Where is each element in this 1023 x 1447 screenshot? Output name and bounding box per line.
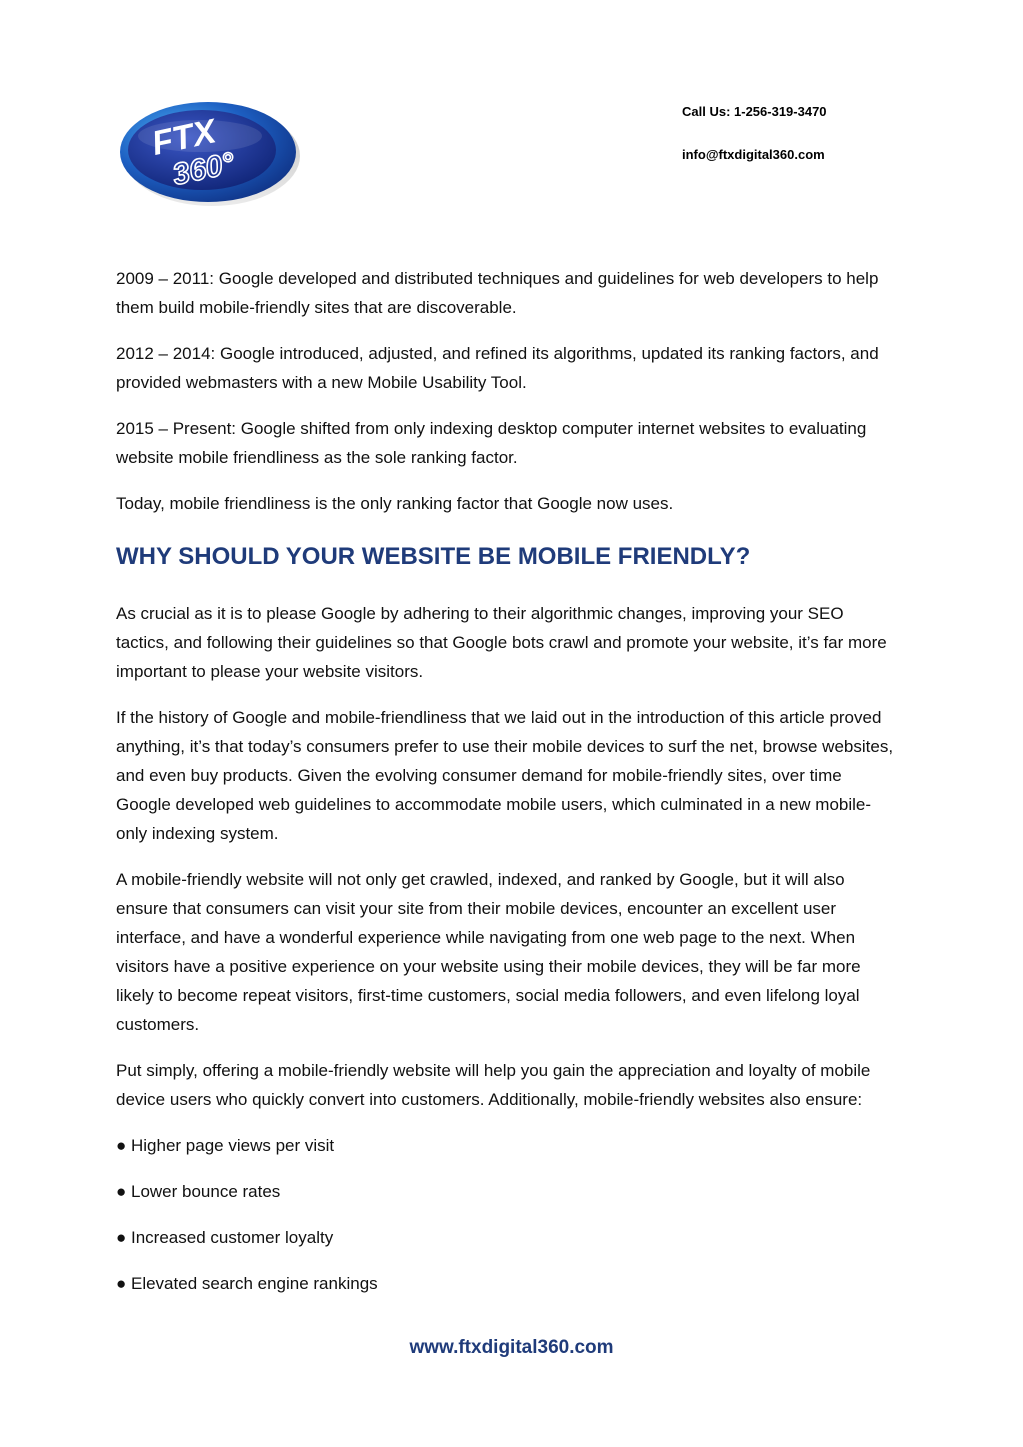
paragraph-2015-present: 2015 – Present: Google shifted from only indexing desktop computer internet websites to evaluating website mobile friendliness as the sole ranking factor. bbox=[116, 419, 867, 467]
paragraph-2009-2011: 2009 – 2011: Google developed and distributed techniques and guidelines for web developers to help them build mobile-friendly sites that are discoverable. bbox=[116, 269, 879, 317]
email-address[interactable]: info@ftxdigital360.com bbox=[682, 147, 825, 162]
section-heading: WHY SHOULD YOUR WEBSITE BE MOBILE FRIENDLY? bbox=[116, 543, 751, 570]
logo-ftx-text: FTX bbox=[148, 112, 220, 163]
phone-number: Call Us: 1-256-319-3470 bbox=[682, 104, 827, 119]
paragraph-history: If the history of Google and mobile-friendliness that we laid out in the introduction of this article proved anything, it’s that today’s consumers prefer to use their mobile devices to surf the net, browse websites, and even buy products. Given the evolving consumer demand for mobile-friendly sites, over time Google developed web guidelines to accommodate mobile users, which culminated in a new mobile-only indexing system. bbox=[116, 708, 894, 843]
paragraph-today: Today, mobile friendliness is the only ranking factor that Google now uses. bbox=[116, 494, 674, 513]
article-body bbox=[116, 264, 896, 1315]
website-link[interactable]: www.ftxdigital360.com bbox=[409, 1337, 614, 1358]
bullet-item: ● Increased customer loyalty bbox=[116, 1228, 334, 1247]
paragraph-2012-2014: 2012 – 2014: Google introduced, adjusted, and refined its algorithms, updated its ranking factors, and provided webmasters with a new Mobile Usability Tool. bbox=[116, 344, 879, 392]
paragraph-please-google: As crucial as it is to please Google by adhering to their algorithmic changes, improving your SEO tactics, and following their guidelines so that Google bots crawl and promote your website, it’s far more important to please your website visitors. bbox=[116, 604, 887, 681]
bullet-item: ● Elevated search engine rankings bbox=[116, 1274, 378, 1293]
logo-360-text: 360° bbox=[169, 146, 238, 192]
bullet-item: ● Lower bounce rates bbox=[116, 1182, 281, 1201]
ftx360-logo bbox=[118, 98, 302, 208]
footer bbox=[0, 1337, 1023, 1359]
bullet-item: ● Higher page views per visit bbox=[116, 1136, 335, 1155]
ftx360-logo-icon bbox=[118, 98, 302, 208]
paragraph-mobile-friendly-benefits: A mobile-friendly website will not only get crawled, indexed, and ranked by Google, but it will also ensure that consumers can visit your site from their mobile devices, encounter an excellent user interface, and have a wonderful experience while navigating from one web page to the next. When visitors have a positive experience on your website using their mobile devices, they will be far more likely to become repeat visitors, first-time customers, social media followers, and even lifelong loyal customers. bbox=[116, 870, 861, 1034]
paragraph-put-simply: Put simply, offering a mobile-friendly website will help you gain the appreciation and loyalty of mobile device users who quickly convert into customers. Additionally, mobile-friendly websites also ensure: bbox=[116, 1061, 871, 1109]
